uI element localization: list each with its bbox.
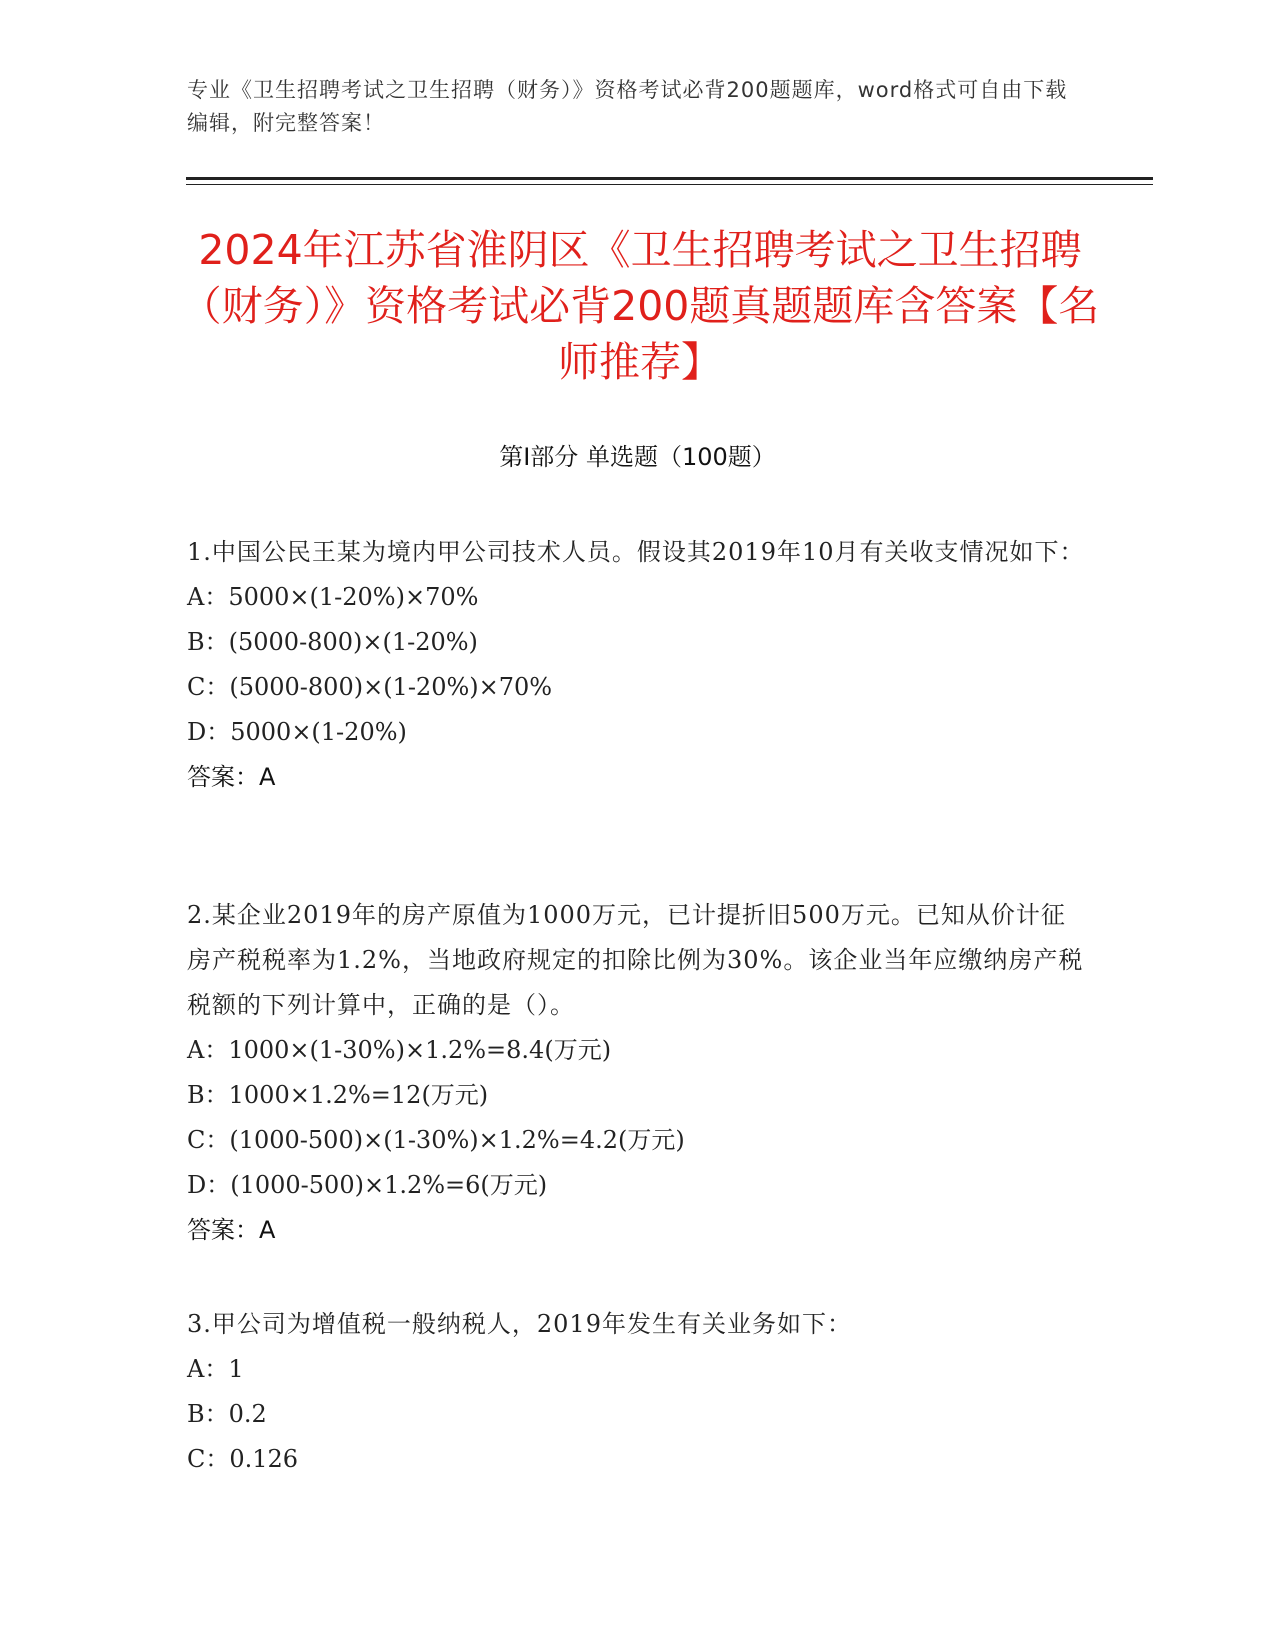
question-stem: 1.中国公民王某为境内甲公司技术人员。假设其2019年10月有关收支情况如下： (187, 538, 1085, 566)
option-b: B：(5000-800)×(1-20%) (187, 628, 478, 656)
option-b: B：1000×1.2%=12(万元) (187, 1081, 489, 1109)
question-stem: 3.甲公司为增值税一般纳税人，2019年发生有关业务如下： (187, 1310, 852, 1338)
option-c: C：0.126 (187, 1445, 299, 1473)
answer-line: 答案：A (187, 1216, 276, 1244)
option-c: C：(5000-800)×(1-20%)×70% (187, 673, 553, 701)
question-1 (187, 530, 1087, 800)
header-note: 专业《卫生招聘考试之卫生招聘（财务）》资格考试必背200题题库，word格式可自由下载编辑，附完整答案！ (187, 78, 1068, 135)
header-divider-thick (186, 177, 1153, 180)
question-3 (187, 1302, 1087, 1482)
answer-line: 答案：A (187, 763, 276, 791)
option-a: A：5000×(1-20%)×70% (187, 583, 479, 611)
option-d: D：5000×(1-20%) (187, 718, 407, 746)
option-b: B：0.2 (187, 1400, 267, 1428)
header-divider-thin (186, 184, 1153, 185)
document-title: 2024年江苏省淮阴区《卫生招聘考试之卫生招聘（财务）》资格考试必背200题真题题库含答案【名师推荐】 (180, 226, 1100, 386)
question-2 (187, 893, 1087, 1253)
option-a: A：1000×(1-30%)×1.2%=8.4(万元) (187, 1036, 612, 1064)
question-stem: 2.某企业2019年的房产原值为1000万元，已计提折旧500万元。已知从价计征房产税税率为1.2%，当地政府规定的扣除比例为30%。该企业当年应缴纳房产税税额的下列计算中，正确的是（）。 (187, 901, 1084, 1019)
section-title: 第Ⅰ部分 单选题（100题） (499, 443, 776, 471)
option-c: C：(1000-500)×(1-30%)×1.2%=4.2(万元) (187, 1126, 685, 1154)
option-d: D：(1000-500)×1.2%=6(万元) (187, 1171, 548, 1199)
option-a: A：1 (187, 1355, 244, 1383)
